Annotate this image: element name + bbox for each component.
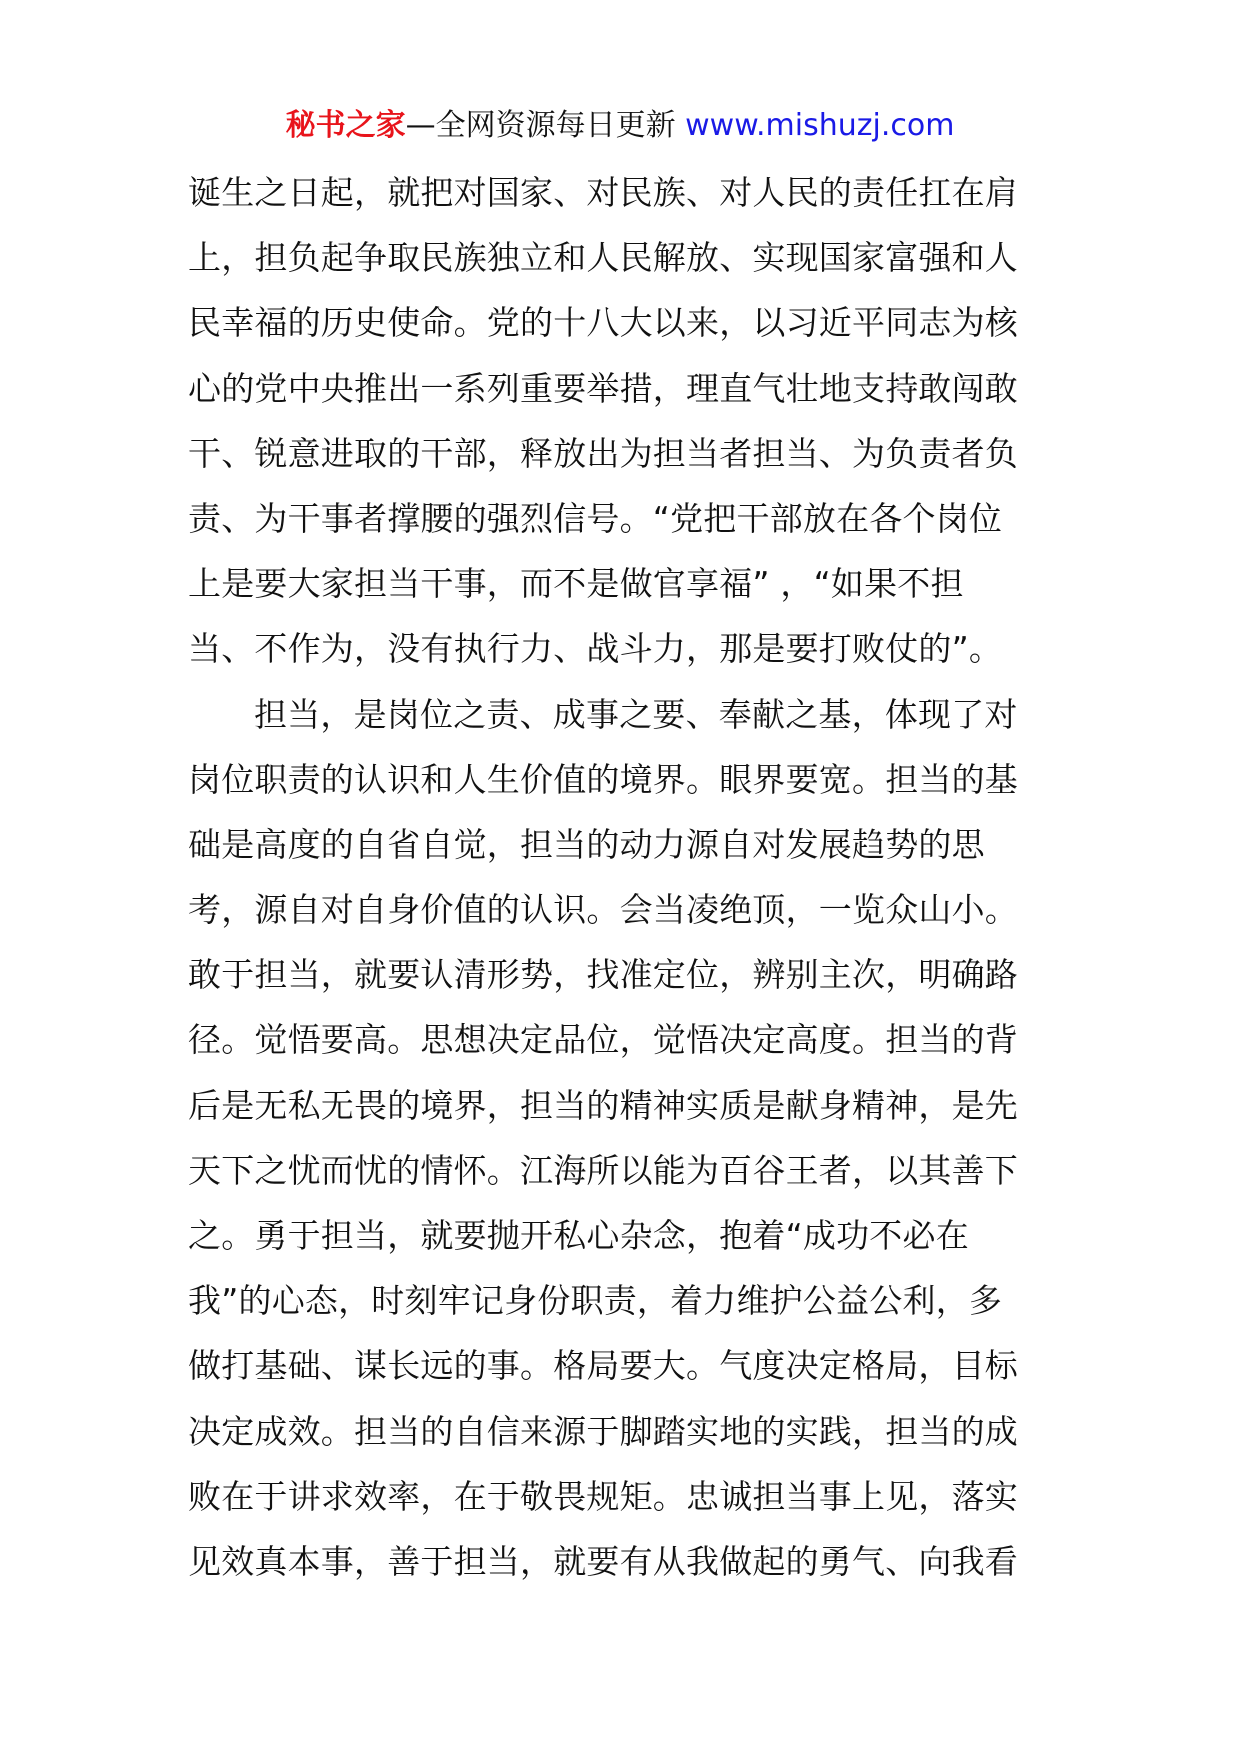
text-line: 上，担负起争取民族独立和人民解放、实现国家富强和人: [188, 238, 1018, 278]
page-header: [0, 98, 1240, 154]
text-line: 见效真本事，善于担当，就要有从我做起的勇气、向我看: [188, 1541, 1018, 1581]
website-link[interactable]: www.mishuzj.com: [685, 108, 955, 143]
text-line: 岗位职责的认识和人生价值的境界。眼界要宽。担当的基: [188, 759, 1018, 799]
text-line: 之。勇于担当，就要抛开私心杂念，抱着“成功不必在: [188, 1216, 969, 1255]
text-line: 础是高度的自省自觉，担当的动力源自对发展趋势的思: [188, 824, 985, 864]
brand-name: 秘书之家: [285, 108, 406, 143]
text-line: 责、为干事者撑腰的强烈信号。“党把干部放在各个岗位: [188, 498, 1003, 538]
text-line: 做打基础、谋长远的事。格局要大。气度决定格局，目标: [188, 1346, 1018, 1386]
text-line: 敢于担当，就要认清形势，找准定位，辨别主次，明确路: [188, 955, 1018, 995]
document-body: [188, 160, 1058, 1594]
text-line: 败在于讲求效率，在于敬畏规矩。忠诚担当事上见，落实: [188, 1476, 1018, 1516]
text-line: 决定成效。担当的自信来源于脚踏实地的实践，担当的成: [188, 1411, 1018, 1451]
text-line: 后是无私无畏的境界，担当的精神实质是献身精神，是先: [188, 1085, 1018, 1125]
text-line: 当、不作为，没有执行力、战斗力，那是要打败仗的”。: [188, 629, 1003, 669]
paragraph-start-line: 担当，是岗位之责、成事之要、奉献之基，体现了对: [254, 694, 1018, 734]
text-line: 我”的心态，时刻牢记身份职责，着力维护公益公利，多: [188, 1281, 1003, 1321]
text-line: 干、锐意进取的干部，释放出为担当者担当、为负责者负: [188, 433, 1018, 473]
text-line: 天下之忧而忧的情怀。江海所以能为百谷王者，以其善下: [188, 1150, 1018, 1190]
text-line: 诞生之日起，就把对国家、对民族、对人民的责任扛在肩: [188, 173, 1018, 212]
text-line: 民幸福的历史使命。党的十八大以来，以习近平同志为核: [188, 303, 1018, 343]
header-tagline: —全网资源每日更新: [405, 108, 676, 143]
text-line: 考，源自对自身价值的认识。会当凌绝顶，一览众山小。: [188, 890, 1018, 930]
text-line: 心的党中央推出一系列重要举措，理直气壮地支持敢闯敢: [188, 368, 1018, 408]
text-line: 上是要大家担当干事，而不是做官享福” ，“如果不担: [188, 564, 964, 604]
text-line: 径。觉悟要高。思想决定品位，觉悟决定高度。担当的背: [188, 1020, 1018, 1060]
